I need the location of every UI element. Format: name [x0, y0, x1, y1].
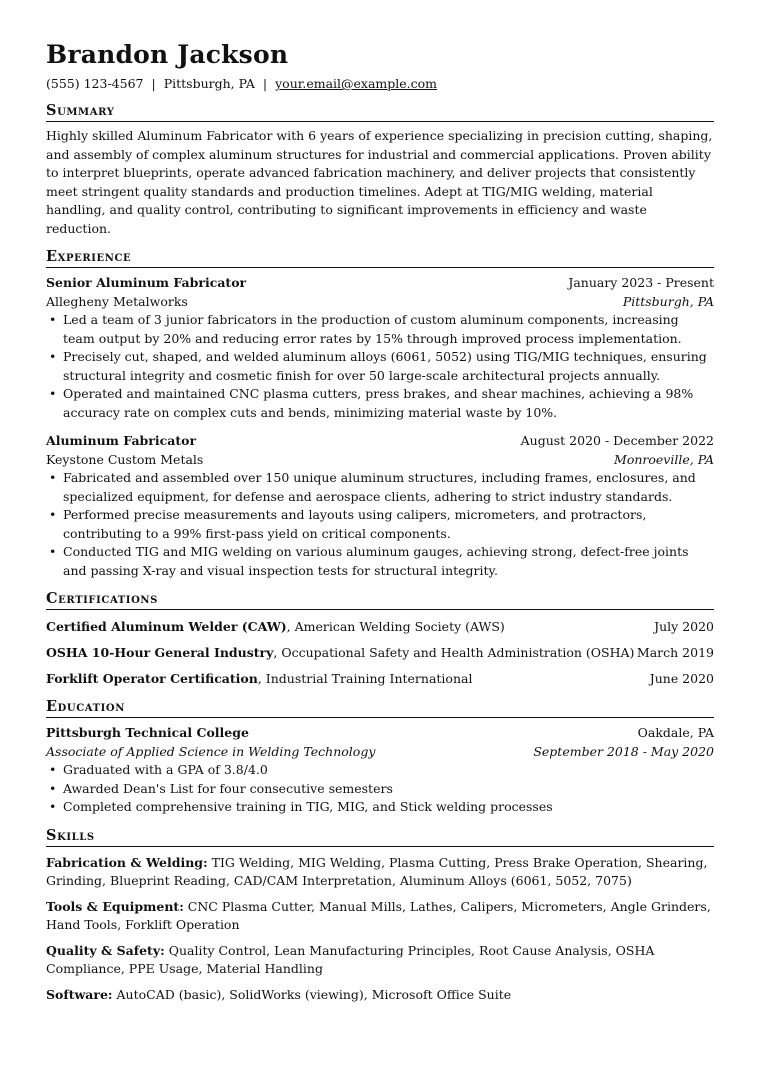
skills-section: [46, 827, 714, 1005]
contact-separator: |: [151, 76, 156, 91]
skill-group: [46, 986, 714, 1005]
contact-line: [46, 76, 714, 92]
degree: Associate of Applied Science in Welding Technology: [46, 743, 376, 759]
education-bullet: • Completed comprehensive training in TIG, MIG, and Stick welding processes: [63, 798, 714, 817]
job-bullet: • Performed precise measurements and layouts using calipers, micrometers, and protractors, contributing to a 99% first-pass yield on critical components.: [63, 506, 714, 543]
job-company: Allegheny Metalworks: [46, 293, 188, 309]
job-location: Pittsburgh, PA: [622, 293, 714, 309]
school-location: Oakdale, PA: [637, 725, 714, 740]
cert-date: June 2020: [649, 670, 714, 686]
email-link[interactable]: your.email@example.com: [275, 76, 438, 91]
location: Pittsburgh, PA: [163, 76, 255, 91]
job-entry: [46, 274, 714, 422]
skill-group: [46, 854, 714, 891]
skill-label: Tools & Equipment:: [46, 898, 184, 914]
cert-issuer: , Occupational Safety and Health Administration (OSHA): [273, 644, 635, 660]
experience-section: [46, 248, 714, 580]
job-bullets: [46, 469, 714, 580]
summary-heading: Summary: [46, 102, 714, 122]
job-company: Keystone Custom Metals: [46, 451, 204, 467]
cert-name: Forklift Operator Certification: [46, 670, 258, 686]
job-dates: August 2020 - December 2022: [520, 433, 714, 448]
education-section: [46, 698, 714, 817]
job-role: Aluminum Fabricator: [46, 433, 197, 448]
education-dates: September 2018 - May 2020: [533, 743, 714, 759]
skill-label: Quality & Safety:: [46, 942, 165, 958]
candidate-name: Brandon Jackson: [46, 40, 289, 69]
contact-separator: |: [262, 76, 268, 91]
job-bullet: • Conducted TIG and MIG welding on various aluminum gauges, achieving strong, defect-free joints and passing X-ray and visual inspection tests for structural integrity.: [63, 543, 714, 580]
cert-name: OSHA 10-Hour General Industry: [46, 644, 274, 660]
cert-name: Certified Aluminum Welder (CAW): [46, 618, 287, 634]
certifications-section: [46, 590, 714, 688]
job-location: Monroeville, PA: [614, 451, 714, 467]
skill-group: [46, 942, 714, 979]
skill-text: CNC Plasma Cutter, Manual Mills, Lathes, Calipers, Micrometers, Angle Grinders, Hand Tools, Forklift Operation: [46, 898, 711, 932]
education-bullet: • Awarded Dean's List for four consecutive semesters: [63, 780, 714, 799]
skill-label: Fabrication & Welding:: [46, 854, 208, 870]
phone: (555) 123-4567: [46, 76, 144, 91]
school-name: Pittsburgh Technical College: [46, 725, 249, 740]
education-bullets: [46, 761, 714, 817]
cert-issuer: , American Welding Society (AWS): [286, 618, 505, 634]
skills-heading: Skills: [46, 827, 714, 847]
cert-date: March 2019: [636, 644, 714, 660]
experience-heading: Experience: [46, 248, 714, 268]
job-bullet: • Precisely cut, shaped, and welded aluminum alloys (6061, 5052) using TIG/MIG techniques, ensuring structural integrity and cosmetic finish for over 50 large-scale architectural projects annually.: [63, 348, 714, 385]
education-entry: [46, 724, 714, 817]
cert-issuer: , Industrial Training International: [257, 670, 473, 686]
job-bullet: • Operated and maintained CNC plasma cutters, press brakes, and shear machines, achieving a 98% accuracy rate on complex cuts and bends, minimizing material waste by 10%.: [63, 385, 714, 422]
skill-text: TIG Welding, MIG Welding, Plasma Cutting, Press Brake Operation, Shearing, Grinding, Blueprint Reading, CAD/CAM Interpretation, Aluminum Alloys (6061, 5052, 7075): [46, 854, 708, 888]
certification-item: [46, 618, 714, 637]
education-bullet: • Graduated with a GPA of 3.8/4.0: [63, 761, 714, 780]
certification-item: [46, 644, 714, 663]
certification-item: [46, 670, 714, 689]
job-dates: January 2023 - Present: [568, 275, 714, 290]
job-bullet: • Fabricated and assembled over 150 unique aluminum structures, including frames, enclosures, and specialized equipment, for defense and aerospace clients, adhering to strict industry standards.: [63, 469, 714, 506]
job-bullets: [46, 311, 714, 422]
skill-group: [46, 898, 714, 935]
summary-text: Highly skilled Aluminum Fabricator with 6 years of experience specializing in precision cutting, shaping, and assembly of complex aluminum structures for industrial and commercial applications. Proven ability to interpret blueprints, operate advanced fabrication machinery, and deliver projects that consistently meet stringent quality standards and production timelines. Adept at TIG/MIG welding, material handling, and quality control, contributing to significant improvements in efficiency and waste reduction.: [46, 128, 713, 236]
skill-text: AutoCAD (basic), SolidWorks (viewing), Microsoft Office Suite: [112, 986, 512, 1002]
job-bullet: • Led a team of 3 junior fabricators in the production of custom aluminum components, increasing team output by 20% and reducing error rates by 15% through improved process implementation.: [63, 311, 714, 348]
education-heading: Education: [46, 698, 714, 718]
skill-text: Quality Control, Lean Manufacturing Principles, Root Cause Analysis, OSHA Compliance, PPE Usage, Material Handling: [46, 942, 655, 976]
certifications-heading: Certifications: [46, 590, 714, 610]
job-entry: [46, 432, 714, 580]
cert-date: July 2020: [654, 618, 714, 634]
skill-label: Software:: [46, 986, 113, 1002]
job-role: Senior Aluminum Fabricator: [46, 275, 247, 290]
summary-section: [46, 102, 714, 238]
